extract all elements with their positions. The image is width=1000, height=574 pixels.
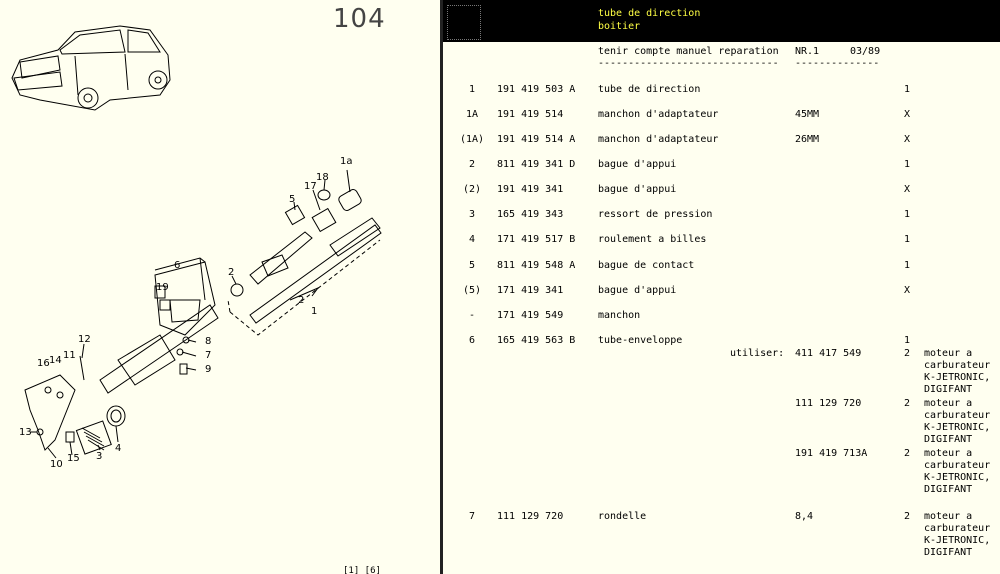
callout-1: 1 xyxy=(311,306,318,317)
part-position: 3 xyxy=(468,209,476,220)
callout-19: 19 xyxy=(156,282,169,293)
callout-3: 3 xyxy=(96,451,103,462)
part-spec: 26MM xyxy=(795,134,820,145)
part-description: bague d'appui xyxy=(598,159,677,170)
part-description: tube de direction xyxy=(598,84,701,95)
part-position: (1A) xyxy=(459,134,485,145)
part-quantity: 1 xyxy=(904,209,911,220)
callout-12: 12 xyxy=(78,334,91,345)
substitute-note-line: DIGIFANT xyxy=(924,434,973,445)
part-quantity: 1 xyxy=(904,159,911,170)
part-number: 811 419 341 D xyxy=(497,159,576,170)
substitute-note-line: K-JETRONIC, xyxy=(924,372,991,383)
part-quantity: X xyxy=(904,109,911,120)
row7-note-line: K-JETRONIC, xyxy=(924,535,991,546)
callout-17: 17 xyxy=(304,181,317,192)
car-illustration xyxy=(0,0,440,574)
callout-7: 7 xyxy=(205,350,212,361)
substitute-note-line: carburateur xyxy=(924,460,991,471)
part-number: 191 419 514 xyxy=(497,109,564,120)
row7-note-line: DIGIFANT xyxy=(924,547,973,558)
callout-1a: 1a xyxy=(340,156,353,167)
part-position: 1A xyxy=(465,109,479,120)
part-position: 6 xyxy=(468,335,476,346)
callout-10: 10 xyxy=(50,459,63,470)
header-bar xyxy=(443,0,1000,42)
part-number: 165 419 563 B xyxy=(497,335,576,346)
part-description: bague de contact xyxy=(598,260,695,271)
part-quantity: 1 xyxy=(904,84,911,95)
part-quantity: 1 xyxy=(904,260,911,271)
diagram-panel xyxy=(0,0,440,574)
use-label: utiliser: xyxy=(730,348,785,359)
manual-nr: NR.1 xyxy=(795,46,820,57)
underline-right: -------------- xyxy=(795,58,880,69)
parts-list-panel xyxy=(443,0,1000,574)
part-number: 191 419 503 A xyxy=(497,84,576,95)
substitute-note-line: carburateur xyxy=(924,410,991,421)
part-description: tube-enveloppe xyxy=(598,335,683,346)
page-number: 104 xyxy=(333,4,386,34)
part-quantity: 2 xyxy=(904,511,911,522)
substitute-number: 411 417 549 xyxy=(795,348,862,359)
footer-text: [1] [6] xyxy=(343,566,381,574)
callout-9: 9 xyxy=(205,364,212,375)
underline-left: ------------------------------ xyxy=(598,58,779,69)
part-description: rondelle xyxy=(598,511,647,522)
part-description: manchon d'adaptateur xyxy=(598,109,719,120)
row7-note-line: moteur a xyxy=(924,511,973,522)
callout-16: 16 xyxy=(37,358,50,369)
callout-2-lower: 2 xyxy=(298,295,305,306)
substitute-note-line: carburateur xyxy=(924,360,991,371)
callout-8: 8 xyxy=(205,336,212,347)
callout-14: 14 xyxy=(49,355,62,366)
callout-4: 4 xyxy=(115,443,122,454)
part-position: (2) xyxy=(462,184,482,195)
callout-11: 11 xyxy=(63,350,76,361)
part-number: 171 419 341 xyxy=(497,285,564,296)
part-spec: 45MM xyxy=(795,109,820,120)
callout-5: 5 xyxy=(289,194,296,205)
part-description: manchon d'adaptateur xyxy=(598,134,719,145)
part-number: 811 419 548 A xyxy=(497,260,576,271)
substitute-note-line: moteur a xyxy=(924,348,973,359)
substitute-quantity: 2 xyxy=(904,448,911,459)
substitute-note-line: K-JETRONIC, xyxy=(924,472,991,483)
part-description: ressort de pression xyxy=(598,209,713,220)
substitute-note-line: DIGIFANT xyxy=(924,484,973,495)
substitute-number: 191 419 713A xyxy=(795,448,868,459)
part-number: 171 419 517 B xyxy=(497,234,576,245)
substitute-note-line: K-JETRONIC, xyxy=(924,422,991,433)
part-description: bague d'appui xyxy=(598,285,677,296)
part-position: - xyxy=(468,310,476,321)
part-number: 191 419 341 xyxy=(497,184,564,195)
header-subtitle: boitier xyxy=(598,21,641,32)
part-position: 7 xyxy=(468,511,476,522)
part-position: 1 xyxy=(468,84,476,95)
part-quantity: 1 xyxy=(904,335,911,346)
header-box xyxy=(447,5,481,40)
callout-13: 13 xyxy=(19,427,32,438)
substitute-quantity: 2 xyxy=(904,398,911,409)
part-description: bague d'appui xyxy=(598,184,677,195)
part-description: manchon xyxy=(598,310,641,321)
part-position: 5 xyxy=(468,260,476,271)
part-position: 2 xyxy=(468,159,476,170)
part-position: (5) xyxy=(462,285,482,296)
header-title: tube de direction xyxy=(598,8,701,19)
part-quantity: X xyxy=(904,134,911,145)
part-description: roulement a billes xyxy=(598,234,707,245)
part-number: 171 419 549 xyxy=(497,310,564,321)
part-position: 4 xyxy=(468,234,476,245)
callout-2-upper: 2 xyxy=(228,267,235,278)
part-number: 165 419 343 xyxy=(497,209,564,220)
part-quantity: 1 xyxy=(904,234,911,245)
part-spec: 8,4 xyxy=(795,511,814,522)
manual-note: tenir compte manuel reparation xyxy=(598,46,779,57)
part-number: 191 419 514 A xyxy=(497,134,576,145)
part-number: 111 129 720 xyxy=(497,511,564,522)
part-quantity: X xyxy=(904,285,911,296)
callout-15: 15 xyxy=(67,453,80,464)
callout-6: 6 xyxy=(174,260,181,271)
manual-date: 03/89 xyxy=(850,46,881,57)
substitute-quantity: 2 xyxy=(904,348,911,359)
substitute-number: 111 129 720 xyxy=(795,398,862,409)
substitute-note-line: moteur a xyxy=(924,398,973,409)
row7-note-line: carburateur xyxy=(924,523,991,534)
part-quantity: X xyxy=(904,184,911,195)
substitute-note-line: DIGIFANT xyxy=(924,384,973,395)
callout-18: 18 xyxy=(316,172,329,183)
substitute-note-line: moteur a xyxy=(924,448,973,459)
